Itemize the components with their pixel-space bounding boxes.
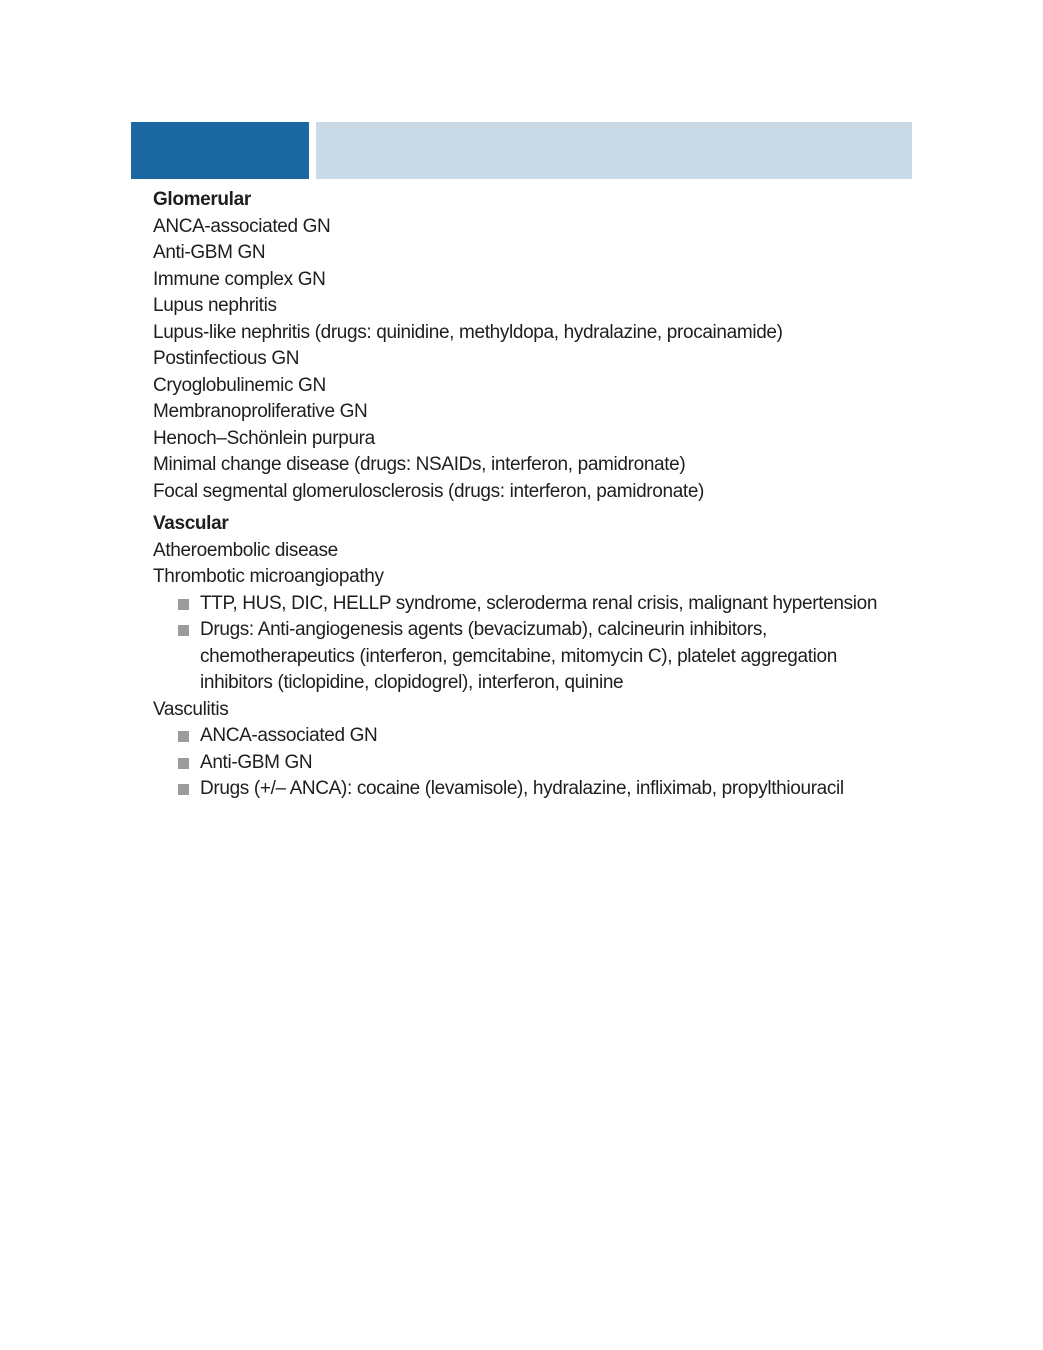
table-title-block [316,122,912,179]
sub-list-item-text: Drugs (+/– ANCA): cocaine (levamisole), hydralazine, infliximab, propylthiouracil [200,778,844,799]
square-bullet-icon [178,784,189,795]
list-item: ANCA-associated GN [153,215,331,237]
sub-list-item-text: TTP, HUS, DIC, HELLP syndrome, scleroderma renal crisis, malignant hypertension [200,592,878,614]
sub-list-item-text: Drugs: Anti-angiogenesis agents (bevacizumab), calcineurin inhibitors, chemotherapeutics (interferon, gemcitabine, mitomycin C), platelet aggregation inhibitors (ticlopidine, clopidogrel), interferon, quinine [200,619,837,693]
vascular-section [153,511,913,803]
list-item: Postinfectious GN [153,348,300,369]
sub-list-item [153,723,913,750]
sub-list-item-text: Anti-GBM GN [200,751,313,773]
sub-list-item [153,617,913,697]
vasculitis-sublist [153,723,913,803]
list-item: Lupus nephritis [153,295,277,316]
glomerular-section [153,187,913,505]
list-item: Immune complex GN [153,268,326,290]
list-item: Atheroembolic disease [153,539,338,561]
list-item: Lupus-like nephritis (drugs: quinidine, methyldopa, hydralazine, procainamide) [153,321,783,343]
sub-list-item [153,591,913,618]
square-bullet-icon [178,625,189,636]
list-item: Focal segmental glomerulosclerosis (drugs: interferon, pamidronate) [153,480,705,502]
list-item: Vasculitis [153,698,229,720]
section-heading-glomerular: Glomerular [153,189,251,210]
sub-list-item-text: ANCA-associated GN [200,725,378,746]
list-item: Henoch–Schönlein purpura [153,427,375,449]
list-item: Cryoglobulinemic GN [153,374,326,396]
list-item: Minimal change disease (drugs: NSAIDs, interferon, pamidronate) [153,454,686,475]
square-bullet-icon [178,758,189,769]
list-item: Membranoproliferative GN [153,401,368,422]
table-content [153,187,913,803]
sub-list-item [153,750,913,777]
table-number-block [131,122,309,179]
section-heading-vascular: Vascular [153,513,229,534]
list-item: Anti-GBM GN [153,242,266,263]
thrombotic-sublist [153,591,913,697]
table-header-bar [131,122,912,179]
sub-list-item [153,776,913,803]
square-bullet-icon [178,731,189,742]
list-item: Thrombotic microangiopathy [153,566,384,587]
square-bullet-icon [178,599,189,610]
